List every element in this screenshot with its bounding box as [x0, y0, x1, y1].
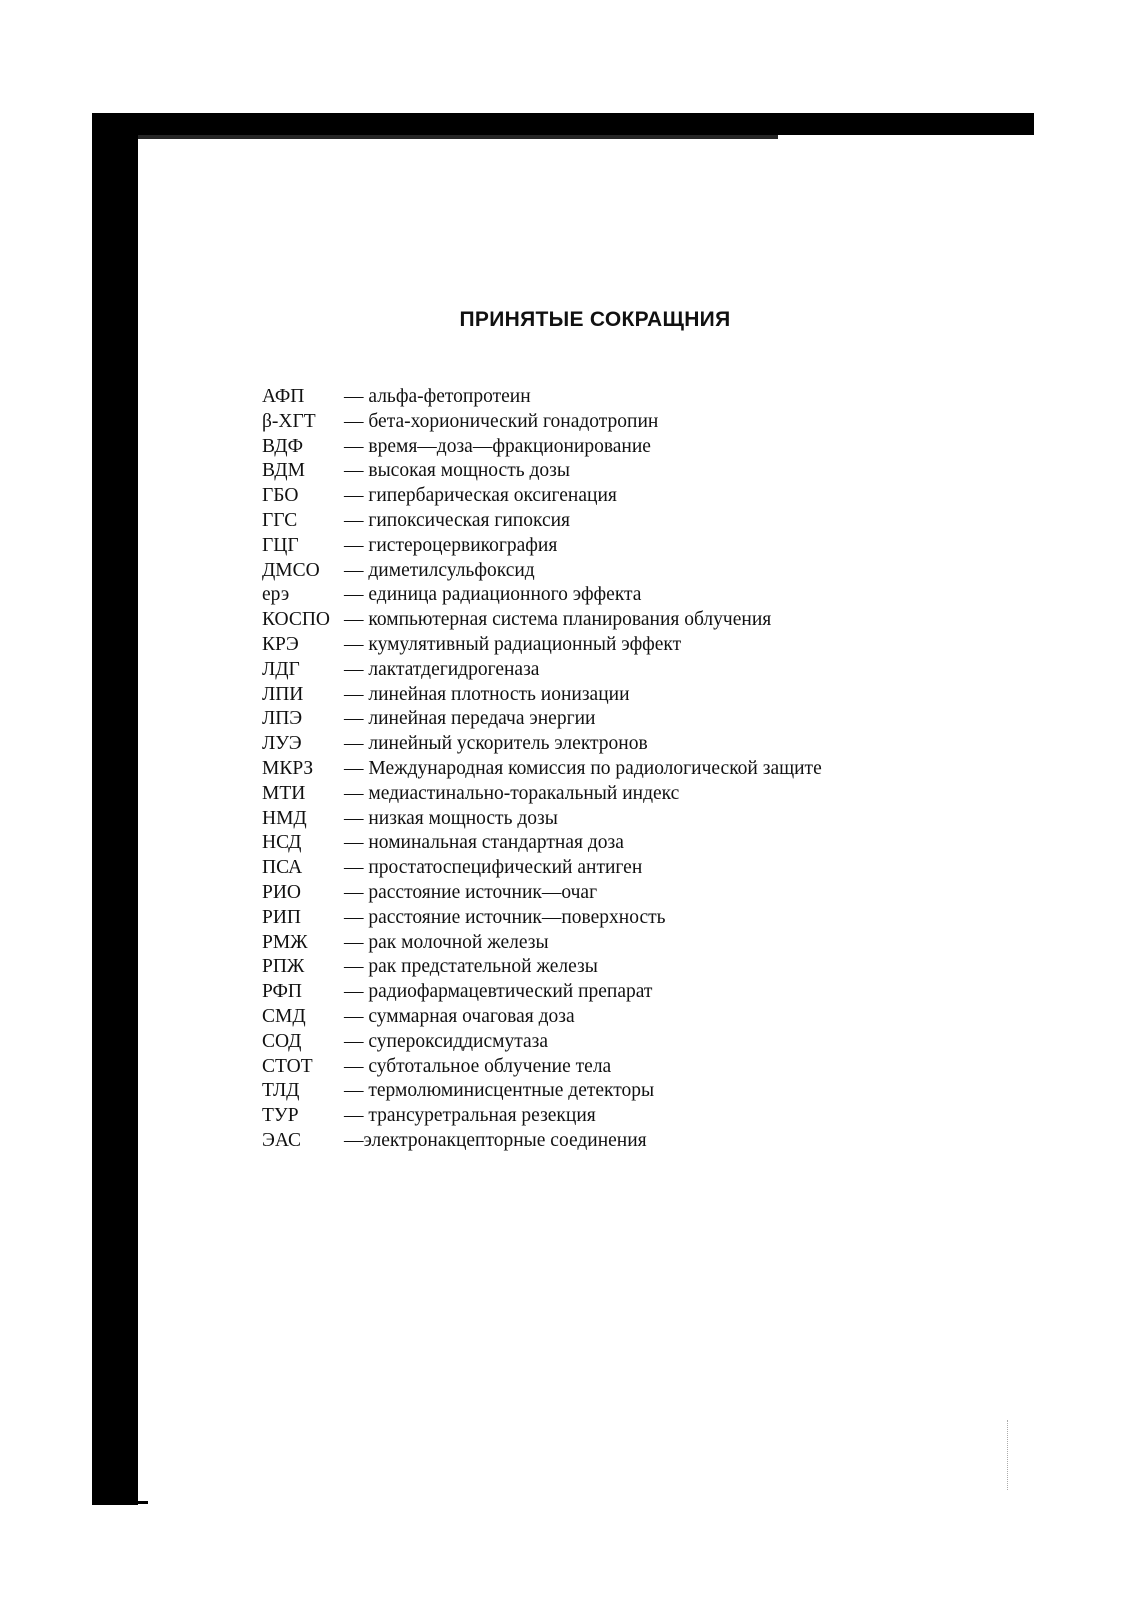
abbreviation-term: РПЖ [262, 956, 305, 978]
abbreviation-definition: — расстояние источник—поверхность [344, 906, 666, 928]
abbreviation-term: ГБО [262, 485, 299, 507]
abbreviation-row [262, 410, 822, 435]
abbreviation-row [262, 732, 822, 757]
abbreviation-definition: — суммарная очаговая доза [344, 1005, 575, 1027]
abbreviation-term: ГЦГ [262, 534, 299, 556]
abbreviation-term: β-ХГТ [262, 410, 316, 432]
abbreviation-definition: — диметилсульфоксид [344, 559, 535, 581]
abbreviation-row [262, 906, 822, 931]
abbreviation-definition: — бета-хорионический гонадотропин [344, 410, 659, 432]
abbreviation-row [262, 683, 822, 708]
abbreviation-term: ПСА [262, 857, 303, 879]
abbreviation-row [262, 509, 822, 534]
abbreviation-definition: — трансуретральная резекция [344, 1105, 596, 1127]
abbreviation-definition: — рак молочной железы [344, 931, 549, 953]
abbreviation-term: РФП [262, 981, 302, 1003]
abbreviation-row [262, 658, 822, 683]
abbreviation-definition: — линейная передача энергии [344, 708, 596, 730]
scan-border-top-shadow [138, 135, 778, 139]
abbreviation-row [262, 931, 822, 956]
abbreviation-row [262, 881, 822, 906]
abbreviation-list [262, 385, 822, 1154]
abbreviation-row [262, 633, 822, 658]
abbreviation-row [262, 980, 822, 1005]
abbreviation-row [262, 1129, 822, 1154]
abbreviation-term: МТИ [262, 782, 306, 804]
scan-specks [1007, 1420, 1010, 1490]
abbreviation-definition: — термолюминисцентные детекторы [344, 1080, 655, 1102]
abbreviation-row [262, 782, 822, 807]
page-title: ПРИНЯТЫЕ СОКРАЩНИЯ [459, 308, 731, 331]
abbreviation-term: ЛДГ [262, 658, 300, 680]
abbreviation-definition: — гипоксическая гипоксия [344, 509, 571, 531]
abbreviation-row [262, 807, 822, 832]
abbreviation-term: КОСПО [262, 609, 331, 631]
abbreviation-term: МКРЗ [262, 757, 314, 779]
abbreviation-definition: — компьютерная система планирования облучения [344, 609, 772, 631]
abbreviation-definition: — радиофармацевтический препарат [344, 981, 653, 1003]
abbreviation-term: ЭАС [262, 1129, 301, 1151]
abbreviation-row [262, 1104, 822, 1129]
abbreviation-row [262, 707, 822, 732]
abbreviation-definition: — единица радиационного эффекта [344, 584, 642, 606]
abbreviation-row [262, 856, 822, 881]
abbreviation-definition: — кумулятивный радиационный эффект [344, 633, 682, 655]
abbreviation-row [262, 1055, 822, 1080]
abbreviation-term: РИП [262, 906, 302, 928]
abbreviation-row [262, 559, 822, 584]
abbreviation-definition: — медиастинально-торакальный индекс [344, 782, 680, 804]
abbreviation-term: ерэ [262, 584, 290, 606]
abbreviation-row [262, 484, 822, 509]
abbreviation-term: ТУР [262, 1105, 299, 1127]
abbreviation-term: НСД [262, 832, 302, 854]
abbreviation-term: РИО [262, 881, 302, 903]
abbreviation-definition: — гистероцервикография [344, 534, 558, 556]
abbreviation-definition: — линейная плотность ионизации [344, 683, 630, 705]
abbreviation-term: СМД [262, 1005, 306, 1027]
abbreviation-term: ВДФ [262, 435, 303, 457]
abbreviation-definition: — супероксиддисмутаза [344, 1030, 548, 1052]
scan-border-bottom-tick [138, 1501, 148, 1504]
abbreviation-definition: — время—доза—фракционирование [344, 435, 651, 457]
abbreviation-definition: — высокая мощность дозы [344, 460, 570, 482]
abbreviation-term: ЛПИ [262, 683, 304, 705]
abbreviation-term: СОД [262, 1030, 302, 1052]
abbreviation-definition: — рак предстательной железы [344, 956, 598, 978]
abbreviation-row [262, 831, 822, 856]
abbreviation-term: РМЖ [262, 931, 308, 953]
abbreviation-term: КРЭ [262, 633, 299, 655]
abbreviation-definition: — расстояние источник—очаг [344, 881, 598, 903]
abbreviation-definition: — субтотальное облучение тела [344, 1055, 612, 1077]
abbreviation-row [262, 459, 822, 484]
abbreviation-term: СТОТ [262, 1055, 313, 1077]
abbreviation-row [262, 1079, 822, 1104]
abbreviation-definition: — простатоспецифический антиген [344, 857, 643, 879]
abbreviation-definition: — линейный ускоритель электронов [344, 733, 648, 755]
abbreviation-term: ЛПЭ [262, 708, 303, 730]
abbreviation-row [262, 608, 822, 633]
scan-border-top [92, 113, 1034, 135]
abbreviation-term: ЛУЭ [262, 733, 302, 755]
abbreviation-row [262, 385, 822, 410]
abbreviation-row [262, 955, 822, 980]
abbreviation-definition: — гипербарическая оксигенация [344, 485, 617, 507]
abbreviation-term: ВДМ [262, 460, 305, 482]
abbreviation-row [262, 1005, 822, 1030]
abbreviation-row [262, 534, 822, 559]
abbreviation-term: ДМСО [262, 559, 320, 581]
abbreviation-term: ГГС [262, 509, 298, 531]
abbreviation-definition: —электронакцепторные соединения [344, 1129, 647, 1151]
abbreviation-term: ТЛД [262, 1080, 300, 1102]
abbreviation-definition: — низкая мощность дозы [344, 807, 558, 829]
abbreviation-definition: — лактатдегидрогеназа [344, 658, 540, 680]
abbreviation-definition: — альфа-фетопротеин [344, 386, 531, 407]
abbreviation-term: АФП [262, 386, 305, 407]
abbreviation-row [262, 583, 822, 608]
abbreviation-definition: — Международная комиссия по радиологической защите [344, 757, 822, 779]
abbreviation-term: НМД [262, 807, 307, 829]
abbreviation-definition: — номинальная стандартная доза [344, 832, 624, 854]
abbreviation-row [262, 1030, 822, 1055]
abbreviation-row [262, 435, 822, 460]
abbreviation-row [262, 757, 822, 782]
